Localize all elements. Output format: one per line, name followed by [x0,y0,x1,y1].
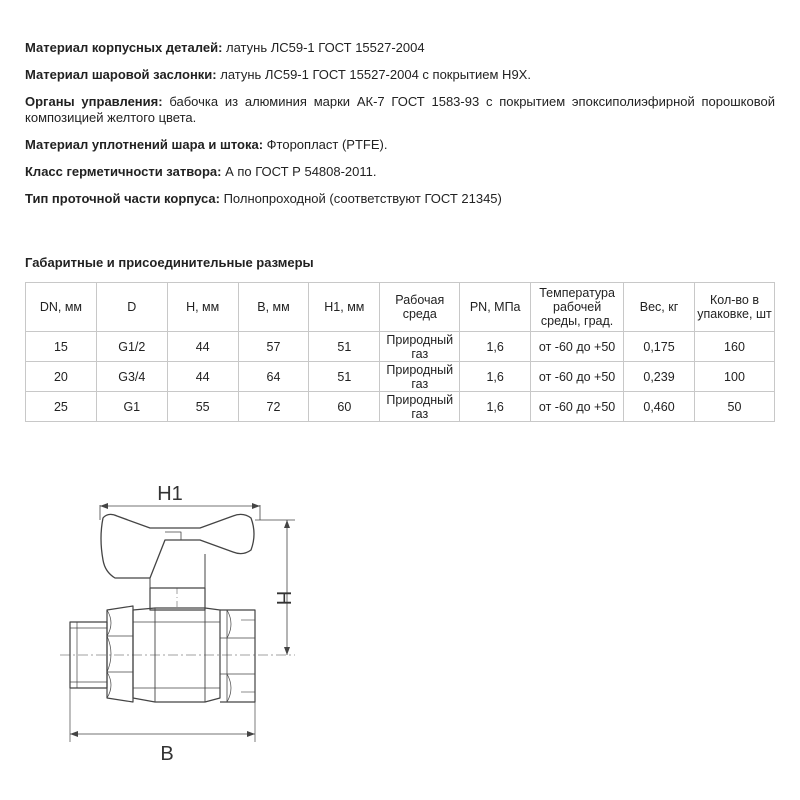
label-h: H [272,590,294,606]
cell-temperature: от -60 до +50 [531,392,624,422]
cell-h1: 51 [309,362,380,392]
table-row [26,332,775,362]
spec-controls: Органы управления: бабочка из алюминия марки АК-7 ГОСТ 1583-93 с покрытием эпоксиполиэфирной порошковой композицией желтого цвета. [25,94,775,125]
spec-flow-type: Тип проточной части корпуса: Полнопроходной (соответствуют ГОСТ 21345) [25,191,502,206]
table-header-row [26,283,775,332]
cell-weight: 0,239 [624,362,695,392]
cell-b: 57 [238,332,309,362]
cell-pn: 1,6 [460,362,531,392]
cell-temperature: от -60 до +50 [531,362,624,392]
cell-pn: 1,6 [460,332,531,362]
cell-weight: 0,460 [624,392,695,422]
cell-d: G1 [96,392,167,422]
col-header-h: H, мм [167,283,238,332]
cell-medium: Природный газ [380,392,460,422]
table-row [26,362,775,392]
valve-drawing [55,470,315,770]
table-row [26,392,775,422]
col-header-temperature: Температура рабочей среды, град. [531,283,624,332]
spec-body-material: Материал корпусных деталей: латунь ЛС59-1 ГОСТ 15527-2004 [25,40,425,55]
cell-pack-qty: 50 [694,392,774,422]
cell-h1: 51 [309,332,380,362]
cell-dn: 15 [26,332,97,362]
spec-tightness-class: Класс герметичности затвора: А по ГОСТ Р 54808-2011. [25,164,377,179]
specifications-list [25,40,775,218]
cell-medium: Природный газ [380,362,460,392]
cell-pack-qty: 100 [694,362,774,392]
spec-ball-material: Материал шаровой заслонки: латунь ЛС59-1 ГОСТ 15527-2004 с покрытием Н9Х. [25,67,531,82]
col-header-medium: Рабочая среда [380,283,460,332]
spec-seal-material: Материал уплотнений шара и штока: Фторопласт (PTFE). [25,137,388,152]
dimensions-table [25,282,775,422]
col-header-b: B, мм [238,283,309,332]
dimensions-title: Габаритные и присоединительные размеры [25,255,314,270]
cell-dn: 20 [26,362,97,392]
cell-h: 55 [167,392,238,422]
col-header-d: D [96,283,167,332]
cell-h: 44 [167,362,238,392]
col-header-dn: DN, мм [26,283,97,332]
cell-b: 72 [238,392,309,422]
cell-b: 64 [238,362,309,392]
col-header-pn: PN, МПа [460,283,531,332]
cell-h1: 60 [309,392,380,422]
label-b: B [160,743,174,765]
cell-d: G1/2 [96,332,167,362]
cell-weight: 0,175 [624,332,695,362]
cell-pack-qty: 160 [694,332,774,362]
col-header-pack-qty: Кол-во в упаковке, шт [694,283,774,332]
cell-h: 44 [167,332,238,362]
cell-temperature: от -60 до +50 [531,332,624,362]
cell-d: G3/4 [96,362,167,392]
label-h1: H1 [157,483,183,505]
col-header-h1: H1, мм [309,283,380,332]
col-header-weight: Вес, кг [624,283,695,332]
cell-dn: 25 [26,392,97,422]
cell-medium: Природный газ [380,332,460,362]
cell-pn: 1,6 [460,392,531,422]
